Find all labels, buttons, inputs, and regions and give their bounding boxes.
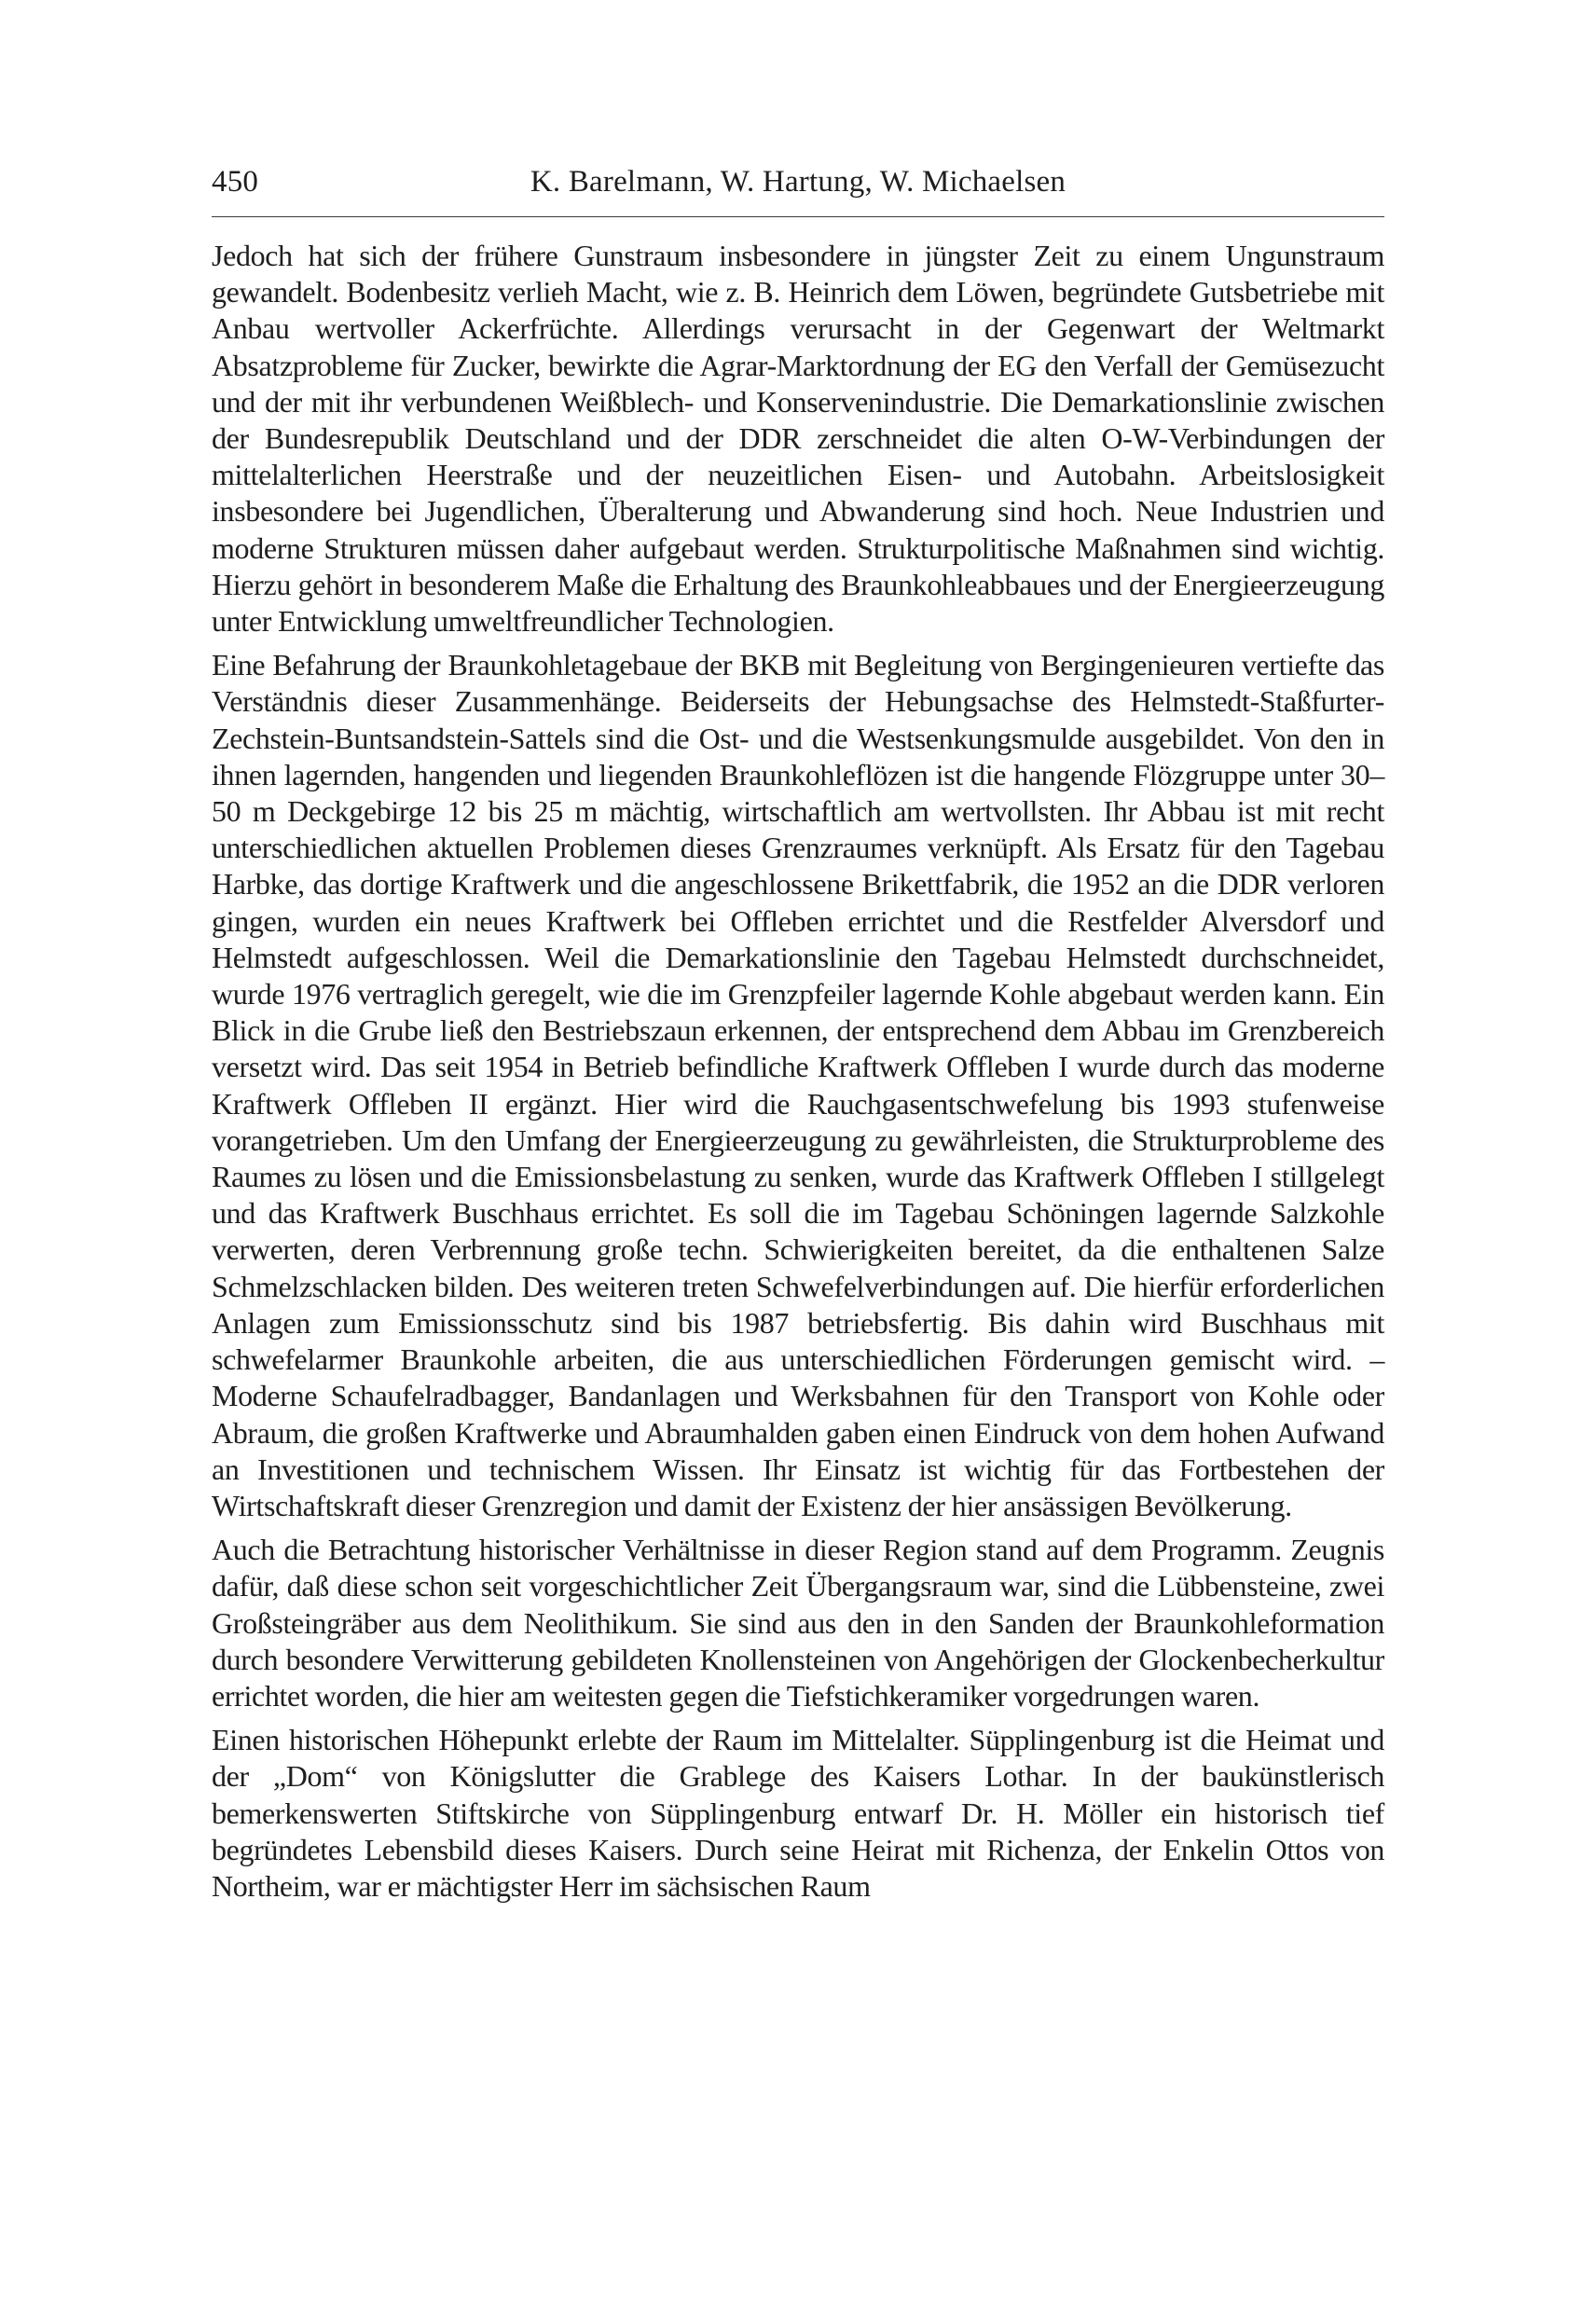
page-number: 450	[212, 165, 259, 199]
paragraph: Auch die Betrachtung historischer Verhältnisse in dieser Region stand auf dem Programm. Zeugnis dafür, daß diese schon seit vorgeschichtlicher Zeit Übergangsraum war, sind die Lübbensteine, zwei Großsteingräber aus dem Neolithikum. Sie sind aus den in den Sanden der Braunkohleformation durch besondere Verwitterung gebildeten Knollensteinen von Angehörigen der Glockenbecherkultur errichtet worden, die hier am weitesten gegen die Tiefstichkeramiker vorgedrungen waren.	[212, 1533, 1384, 1713]
running-head: K. Barelmann, W. Hartung, W. Michaelsen	[530, 165, 1066, 199]
paragraph: Einen historischen Höhepunkt erlebte der Raum im Mittelalter. Süpplingenburg ist die Heimat und der „Dom“ von Königslutter die Grablege des Kaisers Lothar. In der baukünstlerisch bemerkenswerten Stiftskirche von Süpplingenburg entwarf Dr. H. Möller ein historisch tief begründetes Lebensbild dieses Kaisers. Durch seine Heirat mit Richenza, der Enkelin Ottos von Northeim, war er mächtigster Herr im sächsischen Raum	[212, 1723, 1384, 1903]
body-text	[212, 238, 1384, 1905]
page-header	[212, 158, 1384, 205]
paragraph: Eine Befahrung der Braunkohletagebaue der BKB mit Begleitung von Bergingenieuren vertiefte das Verständnis dieser Zusammenhänge. Beiderseits der Hebungsachse des Helmstedt-Staßfurter-Zechstein-Buntsandstein-Sattels sind die Ost- und die Westsenkungsmulde ausgebildet. Von den in ihnen lagernden, hangenden und liegenden Braunkohleflözen ist die hangende Flözgruppe unter 30–50 m Deckgebirge 12 bis 25 m mächtig, wirtschaftlich am wertvollsten. Ihr Abbau ist mit recht unterschiedlichen aktuellen Problemen dieses Grenzraumes verknüpft. Als Ersatz für den Tagebau Harbke, das dortige Kraftwerk und die angeschlossene Brikettfabrik, die 1952 an die DDR verloren gingen, wurden ein neues Kraftwerk bei Offleben errichtet und die Restfelder Alversdorf und Helmstedt aufgeschlossen. Weil die Demarkationslinie den Tagebau Helmstedt durchschneidet, wurde 1976 vertraglich geregelt, wie die im Grenzpfeiler lagernde Kohle abgebaut werden kann. Ein Blick in die Grube ließ den Bestriebszaun erkennen, der entsprechend dem Abbau im Grenzbereich versetzt wird. Das seit 1954 in Betrieb befindliche Kraftwerk Offleben I wurde durch das moderne Kraftwerk Offleben II ergänzt. Hier wird die Rauchgasentschwefelung bis 1993 stufenweise vorangetrieben. Um den Umfang der Energieerzeugung zu gewährleisten, die Strukturprobleme des Raumes zu lösen und die Emissionsbelastung zu senken, wurde das Kraftwerk Offleben I stillgelegt und das Kraftwerk Buschhaus errichtet. Es soll die im Tagebau Schöningen lagernde Salzkohle verwerten, deren Verbrennung große techn. Schwierigkeiten bereitet, da die enthaltenen Salze Schmelzschlacken bilden. Des weiteren treten Schwefelverbindungen auf. Die hierfür erforderlichen Anlagen zum Emissionsschutz sind bis 1987 betriebsfertig. Bis dahin wird Buschhaus mit schwefelarmer Braunkohle arbeiten, die aus unterschiedlichen Förderungen gemischt wird. – Moderne Schaufelradbagger, Bandanlagen und Werksbahnen für den Transport von Kohle oder Abraum, die großen Kraftwerke und Abraumhalden gaben einen Eindruck von dem hohen Aufwand an Investitionen und technischem Wissen. Ihr Einsatz ist wichtig für das Fortbestehen der Wirtschaftskraft dieser Grenzregion und damit der Existenz der hier ansässigen Bevölkerung.	[212, 648, 1384, 1522]
document-page	[212, 158, 1384, 1912]
paragraph: Jedoch hat sich der frühere Gunstraum insbesondere in jüngster Zeit zu einem Ungunstraum gewandelt. Bodenbesitz verlieh Macht, wie z. B. Heinrich dem Löwen, begründete Gutsbetriebe mit Anbau wertvoller Ackerfrüchte. Allerdings verursacht in der Gegenwart der Weltmarkt Absatzprobleme für Zucker, bewirkte die Agrar-Marktordnung der EG den Verfall der Gemüsezucht und der mit ihr verbundenen Weißblech- und Konservenindustrie. Die Demarkationslinie zwischen der Bundesrepublik Deutschland und der DDR zerschneidet die alten O-W-Verbindungen der mittelalterlichen Heerstraße und der neuzeitlichen Eisen- und Autobahn. Arbeitslosigkeit insbesondere bei Jugendlichen, Überalterung und Abwanderung sind hoch. Neue Industrien und moderne Strukturen müssen daher aufgebaut werden. Strukturpolitische Maßnahmen sind wichtig. Hierzu gehört in besonderem Maße die Erhaltung des Braunkohleabbaues und der Energieerzeugung unter Entwicklung umweltfreundlicher Technologien.	[212, 239, 1384, 639]
header-rule	[212, 216, 1384, 217]
